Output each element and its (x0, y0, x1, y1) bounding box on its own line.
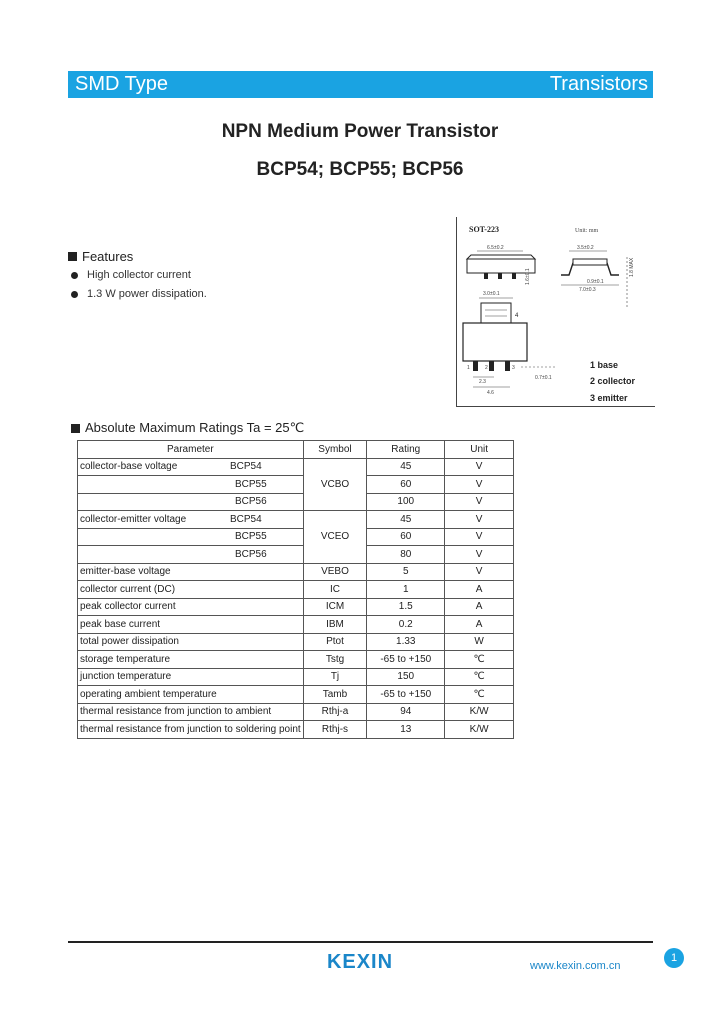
unit-cell: V (445, 511, 514, 529)
part-variant: BCP56 (235, 496, 267, 508)
unit-cell: A (445, 598, 514, 616)
svg-text:1: 1 (467, 365, 470, 371)
parameter-cell (78, 581, 304, 599)
parameter-cell (78, 703, 304, 721)
svg-text:2: 2 (485, 365, 488, 371)
svg-text:1.8 MAX: 1.8 MAX (629, 257, 635, 277)
symbol-cell: Ptot (303, 633, 367, 651)
table-row (78, 563, 514, 581)
part-numbers: BCP54; BCP55; BCP56 (256, 159, 464, 180)
svg-text:7.0±0.3: 7.0±0.3 (579, 287, 596, 293)
ratings-table (77, 440, 514, 739)
parameter-cell (78, 651, 304, 669)
pin-label-base: 1 base (590, 360, 619, 370)
unit-cell: V (445, 476, 514, 494)
table-row (78, 458, 514, 476)
table-row (78, 528, 514, 546)
header-right-label: Transistors (549, 73, 648, 95)
rating-cell: 60 (367, 528, 445, 546)
unit-cell: V (445, 528, 514, 546)
ratings-table-body (78, 458, 514, 738)
symbol-cell: Rthj-s (303, 721, 367, 739)
parameter-cell (78, 598, 304, 616)
parameter-cell (78, 476, 304, 494)
unit-cell: V (445, 563, 514, 581)
table-row (78, 546, 514, 564)
features-heading (68, 249, 133, 264)
part-variant: BCP54 (230, 513, 262, 525)
unit-cell: K/W (445, 721, 514, 739)
rating-cell: 45 (367, 511, 445, 529)
parameter-cell (78, 493, 304, 511)
unit-cell: K/W (445, 703, 514, 721)
unit-cell: ℃ (445, 686, 514, 704)
parameter-cell (78, 616, 304, 634)
symbol-cell: VEBO (303, 563, 367, 581)
parameter-name: collector current (DC) (80, 583, 176, 595)
feature-item-text: 1.3 W power dissipation. (87, 288, 207, 300)
table-row (78, 493, 514, 511)
symbol-cell: IC (303, 581, 367, 599)
symbol-cell: ICM (303, 598, 367, 616)
unit-cell: V (445, 493, 514, 511)
parameter-cell (78, 511, 304, 529)
header-banner (68, 71, 653, 98)
unit-cell: A (445, 616, 514, 634)
ratings-heading-text: Absolute Maximum Ratings Ta = 25℃ (85, 420, 305, 435)
package-name-label: SOT-223 (469, 225, 499, 234)
unit-cell: ℃ (445, 668, 514, 686)
svg-text:0.7±0.1: 0.7±0.1 (535, 375, 552, 381)
footer-url: www.kexin.com.cn (530, 960, 621, 972)
parameter-name: total power dissipation (80, 636, 179, 648)
symbol-cell: VCEO (303, 511, 367, 564)
rating-cell: 1.5 (367, 598, 445, 616)
symbol-cell: Rthj-a (303, 703, 367, 721)
parameter-name: collector-emitter voltage (80, 513, 187, 525)
table-row (78, 633, 514, 651)
rating-cell: 1 (367, 581, 445, 599)
header-left-label: SMD Type (75, 73, 168, 95)
round-bullet-icon (71, 272, 78, 279)
table-row (78, 616, 514, 634)
document-title: NPN Medium Power Transistor (221, 121, 499, 142)
svg-text:3.0±0.1: 3.0±0.1 (483, 291, 500, 297)
pin-label-emitter: 3 emitter (590, 393, 628, 403)
footer-divider (68, 941, 653, 943)
parameter-name: junction temperature (80, 671, 172, 683)
kexin-logo: KEXIN (326, 951, 394, 973)
svg-text:3.5±0.2: 3.5±0.2 (577, 245, 594, 251)
parameter-cell (78, 721, 304, 739)
svg-text:4.6: 4.6 (487, 390, 494, 396)
part-variant: BCP54 (230, 461, 262, 473)
symbol-cell: VCBO (303, 458, 367, 511)
parameter-name: emitter-base voltage (80, 566, 171, 578)
features-heading-text: Features (82, 249, 134, 264)
feature-item (71, 288, 207, 300)
parameter-cell (78, 546, 304, 564)
square-bullet-icon (71, 424, 80, 433)
column-header-unit: Unit (445, 441, 514, 459)
svg-text:1.6±0.1: 1.6±0.1 (525, 268, 531, 285)
unit-cell: A (445, 581, 514, 599)
rating-cell: 150 (367, 668, 445, 686)
parameter-name: peak collector current (80, 601, 176, 613)
table-row (78, 703, 514, 721)
pin-label-collector: 2 collector (590, 376, 636, 386)
part-variant: BCP56 (235, 548, 267, 560)
unit-cell: ℃ (445, 651, 514, 669)
page-number-badge: 1 (664, 948, 684, 968)
svg-text:6.5±0.2: 6.5±0.2 (487, 245, 504, 251)
symbol-cell: Tj (303, 668, 367, 686)
unit-cell: W (445, 633, 514, 651)
table-row (78, 686, 514, 704)
rating-cell: 94 (367, 703, 445, 721)
rating-cell: 60 (367, 476, 445, 494)
rating-cell: -65 to +150 (367, 686, 445, 704)
rating-cell: 5 (367, 563, 445, 581)
svg-text:4: 4 (515, 313, 519, 319)
parameter-name: collector-base voltage (80, 461, 178, 473)
rating-cell: 100 (367, 493, 445, 511)
unit-cell: V (445, 458, 514, 476)
parameter-cell (78, 458, 304, 476)
feature-item-text: High collector current (87, 269, 191, 281)
symbol-cell: Tamb (303, 686, 367, 704)
svg-text:0.9±0.1: 0.9±0.1 (587, 279, 604, 285)
svg-text:3: 3 (512, 365, 515, 371)
feature-item (71, 269, 191, 281)
parameter-cell (78, 633, 304, 651)
parameter-cell (78, 563, 304, 581)
parameter-name: thermal resistance from junction to soldering point (80, 723, 301, 735)
table-header-row (78, 441, 514, 459)
column-header-parameter: Parameter (78, 441, 304, 459)
column-header-rating: Rating (367, 441, 445, 459)
column-header-symbol: Symbol (303, 441, 367, 459)
parameter-name: thermal resistance from junction to ambient (80, 706, 272, 718)
parameter-name: storage temperature (80, 653, 171, 665)
square-bullet-icon (68, 252, 77, 261)
rating-cell: 13 (367, 721, 445, 739)
rating-cell: 45 (367, 458, 445, 476)
table-row (78, 598, 514, 616)
parameter-cell (78, 528, 304, 546)
round-bullet-icon (71, 291, 78, 298)
rating-cell: 0.2 (367, 616, 445, 634)
svg-text:2.3: 2.3 (479, 379, 486, 385)
part-variant: BCP55 (235, 531, 267, 543)
rating-cell: 1.33 (367, 633, 445, 651)
table-row (78, 476, 514, 494)
parameter-cell (78, 668, 304, 686)
symbol-cell: Tstg (303, 651, 367, 669)
rating-cell: -65 to +150 (367, 651, 445, 669)
rating-cell: 80 (367, 546, 445, 564)
parameter-name: peak base current (80, 618, 161, 630)
unit-cell: V (445, 546, 514, 564)
table-row (78, 651, 514, 669)
symbol-cell: IBM (303, 616, 367, 634)
parameter-name: operating ambient temperature (80, 688, 217, 700)
part-variant: BCP55 (235, 478, 267, 490)
table-row (78, 511, 514, 529)
table-row (78, 668, 514, 686)
table-row (78, 581, 514, 599)
package-unit-label: Unit: mm (575, 228, 599, 234)
table-row (78, 721, 514, 739)
parameter-cell (78, 686, 304, 704)
ratings-heading (71, 420, 304, 436)
